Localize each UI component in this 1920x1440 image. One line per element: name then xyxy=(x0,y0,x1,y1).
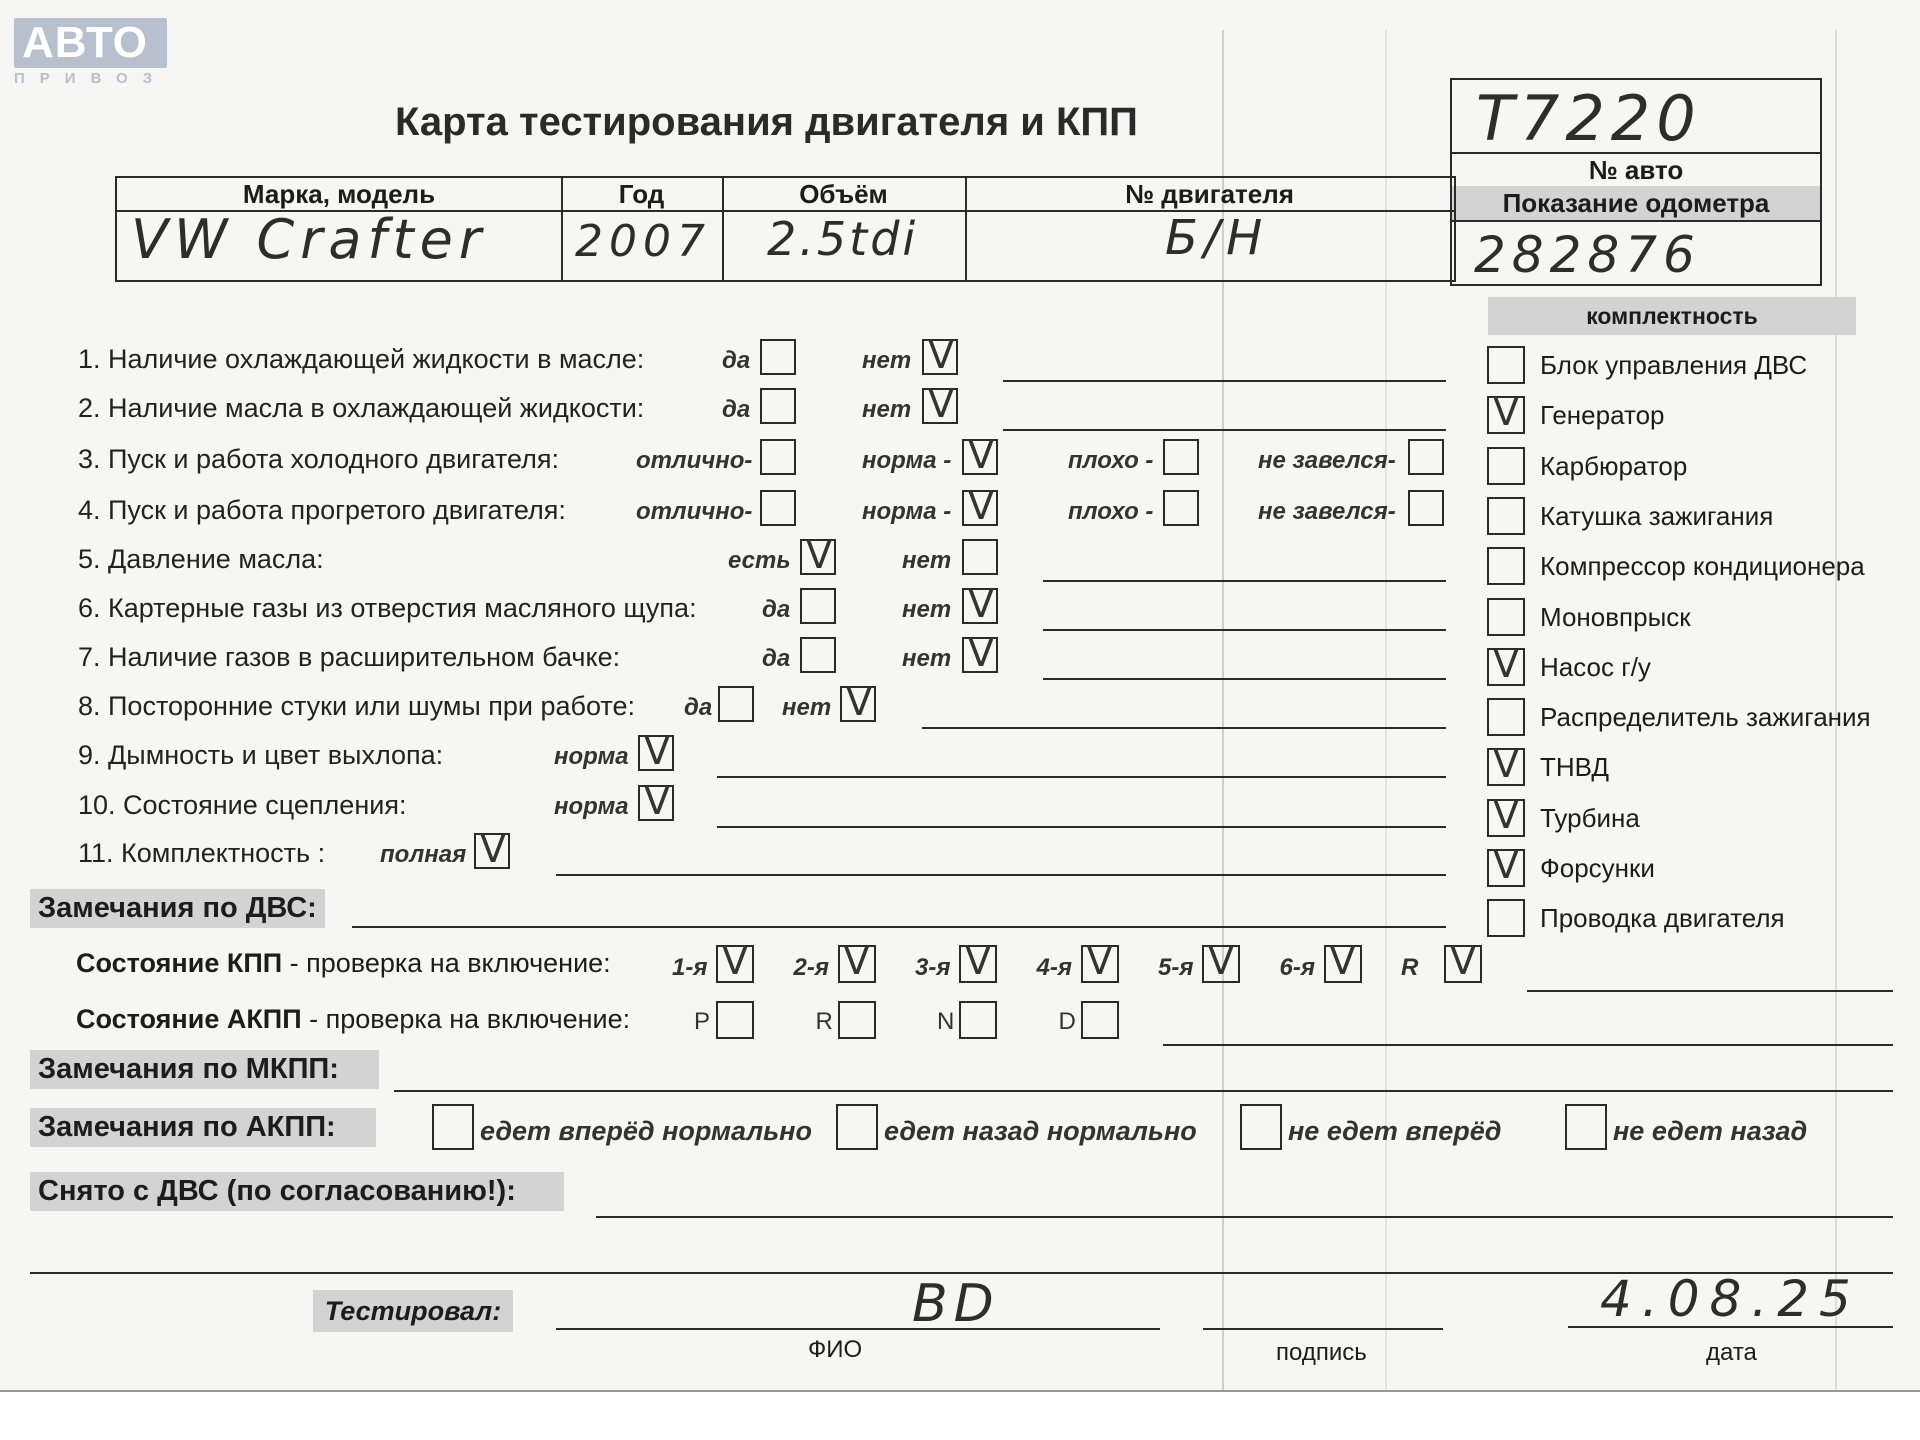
gear-checkbox[interactable] xyxy=(1081,939,1119,983)
option-label: нет xyxy=(902,547,952,574)
document-title: Карта тестирования двигателя и КПП xyxy=(395,100,1138,144)
komplekt-checkbox[interactable] xyxy=(1487,792,1525,837)
answer-line[interactable] xyxy=(717,826,1446,828)
option-label: нет xyxy=(862,396,912,423)
gear-label: 3-я xyxy=(915,954,951,981)
option-checkbox[interactable] xyxy=(760,339,796,375)
answer-line[interactable] xyxy=(556,874,1446,876)
komplekt-item-label: Насос г/у xyxy=(1540,651,1651,682)
option-label: плохо - xyxy=(1068,498,1154,525)
torn-edge xyxy=(0,1390,1920,1440)
gear-checkbox[interactable] xyxy=(1202,939,1240,983)
check-mark: V xyxy=(1450,939,1476,983)
remarks-akpp-label: Замечания по АКПП: xyxy=(30,1108,376,1147)
tested-date-value: 4.08.25 xyxy=(1600,1270,1861,1328)
komplekt-item-label: Катушка зажигания xyxy=(1540,500,1774,531)
check-mark: V xyxy=(644,729,670,773)
gear-label: 4-я xyxy=(1036,954,1072,981)
option-label: да xyxy=(762,645,791,672)
question-label: 2. Наличие масла в охлаждающей жидкости: xyxy=(78,393,645,423)
option-checkbox[interactable] xyxy=(1408,439,1444,475)
gear-label: D xyxy=(1058,1008,1076,1035)
check-mark: V xyxy=(843,939,870,983)
komplekt-item-label: Блок управления ДВС xyxy=(1540,350,1808,380)
komplekt-checkbox[interactable] xyxy=(1487,346,1525,384)
question-label: 6. Картерные газы из отверстия масляного щупа: xyxy=(78,593,697,623)
remarks-dvs-label: Замечания по ДВС: xyxy=(30,889,325,928)
gear-checkbox[interactable] xyxy=(838,939,876,983)
option-label: норма xyxy=(554,793,629,820)
option-label: да xyxy=(722,396,751,423)
value-year: 2007 xyxy=(575,216,711,267)
value-volume: 2.5tdi xyxy=(767,212,919,266)
komplekt-checkbox[interactable] xyxy=(1487,598,1525,636)
check-mark: V xyxy=(968,484,994,528)
option-checkbox[interactable] xyxy=(962,539,998,575)
akpp-remark-checkbox[interactable] xyxy=(836,1104,878,1150)
gear-label: N xyxy=(937,1008,955,1035)
komplekt-item-label: Форсунки xyxy=(1540,853,1655,883)
komplekt-checkbox[interactable] xyxy=(1487,497,1525,535)
removed-line[interactable] xyxy=(596,1216,1893,1218)
check-mark: V xyxy=(806,533,832,577)
komplekt-checkbox[interactable] xyxy=(1487,843,1525,887)
question-label: 9. Дымность и цвет выхлопа: xyxy=(78,740,444,770)
komplekt-checkbox[interactable] xyxy=(1487,641,1525,686)
gear-label: 6-я xyxy=(1279,954,1315,981)
check-mark: V xyxy=(928,333,954,377)
question-label: 1. Наличие охлаждающей жидкости в масле: xyxy=(78,344,645,374)
option-checkbox[interactable] xyxy=(760,388,796,424)
option-checkbox[interactable] xyxy=(474,827,510,871)
option-label: нет xyxy=(902,596,952,623)
date-line[interactable] xyxy=(1568,1326,1893,1328)
gear-checkbox[interactable] xyxy=(959,939,997,983)
check-mark: V xyxy=(722,939,748,983)
gear-label: P xyxy=(694,1008,711,1035)
gear-checkbox[interactable] xyxy=(1444,939,1482,983)
fio-line[interactable] xyxy=(556,1328,1160,1330)
answer-line[interactable] xyxy=(1043,629,1446,631)
check-mark: V xyxy=(1493,641,1519,686)
col-volume: Объём xyxy=(799,179,888,209)
komplekt-checkbox[interactable] xyxy=(1487,899,1525,937)
remarks-dvs-line[interactable] xyxy=(352,926,1446,928)
value-make-model: VW Crafter xyxy=(131,208,488,271)
akpp-remark-label: едет вперёд нормально xyxy=(480,1116,812,1146)
option-label: норма xyxy=(554,743,629,770)
odometer-label: Показание одометра xyxy=(1450,186,1822,220)
question-label: 10. Состояние сцепления: xyxy=(78,790,407,820)
option-checkbox[interactable] xyxy=(1163,490,1199,526)
option-checkbox[interactable] xyxy=(638,729,674,773)
remarks-mkpp-label: Замечания по МКПП: xyxy=(30,1050,379,1089)
option-checkbox[interactable] xyxy=(840,680,876,724)
akpp-line[interactable] xyxy=(1163,1044,1893,1046)
removed-label: Снято с ДВС (по согласованию!): xyxy=(30,1172,564,1211)
check-mark: V xyxy=(928,382,954,426)
question-label: 5. Давление масла: xyxy=(78,544,324,574)
gear-label: R xyxy=(1401,954,1419,981)
check-mark: V xyxy=(1493,742,1519,787)
option-label: отлично- xyxy=(636,498,753,525)
check-mark: V xyxy=(1493,390,1519,435)
check-mark: V xyxy=(1493,843,1519,887)
check-mark: V xyxy=(644,779,670,823)
option-checkbox[interactable] xyxy=(800,588,836,624)
option-label: не завелся- xyxy=(1258,447,1396,474)
tested-fio-value: BD xyxy=(912,1274,1000,1334)
check-mark: V xyxy=(968,433,994,477)
gear-label: R xyxy=(815,1008,833,1035)
question-label: 4. Пуск и работа прогретого двигателя: xyxy=(78,495,566,525)
komplekt-checkbox[interactable] xyxy=(1487,447,1525,485)
date-caption: дата xyxy=(1706,1339,1757,1366)
option-label: да xyxy=(762,596,791,623)
option-label: плохо - xyxy=(1068,447,1154,474)
logo-main: АВТО xyxy=(14,18,167,68)
option-label: нет xyxy=(782,694,832,721)
odometer-value: 282876 xyxy=(1474,226,1701,284)
komplekt-checkbox[interactable] xyxy=(1487,742,1525,787)
option-label: отлично- xyxy=(636,447,753,474)
gear-checkbox[interactable] xyxy=(716,939,754,983)
komplekt-checkbox[interactable] xyxy=(1487,390,1525,435)
komplekt-checkbox[interactable] xyxy=(1487,698,1525,736)
option-label: да xyxy=(722,347,751,374)
answer-line[interactable] xyxy=(1043,580,1446,582)
akpp-remark-checkbox[interactable] xyxy=(432,1104,474,1150)
check-mark: V xyxy=(480,827,506,871)
komplekt-item-label: Компрессор кондиционера xyxy=(1540,551,1865,582)
car-number-box xyxy=(1450,78,1822,154)
option-checkbox[interactable] xyxy=(1408,490,1444,526)
option-checkbox[interactable] xyxy=(760,490,796,526)
question-label: 8. Посторонние стуки или шумы при работе: xyxy=(78,691,636,721)
gear-checkbox[interactable] xyxy=(1324,939,1362,983)
akpp-remark-checkbox[interactable] xyxy=(1240,1104,1282,1150)
question-label: 3. Пуск и работа холодного двигателя: xyxy=(78,444,559,474)
komplekt-item-label: ТНВД xyxy=(1540,752,1610,783)
option-label: полная xyxy=(380,841,467,868)
check-mark: V xyxy=(968,582,994,626)
answer-line[interactable] xyxy=(1043,678,1446,680)
akpp-remark-label: не едет назад xyxy=(1613,1116,1808,1146)
akpp-remark-label: едет назад нормально xyxy=(884,1116,1197,1146)
komplekt-item-label: Моновпрыск xyxy=(1540,601,1691,632)
question-label: 7. Наличие газов в расширительном бачке: xyxy=(78,642,621,672)
komplekt-item-label: Проводка двигателя xyxy=(1540,903,1785,934)
gear-label: 5-я xyxy=(1158,954,1194,981)
option-checkbox[interactable] xyxy=(962,582,998,626)
option-checkbox[interactable] xyxy=(718,686,754,722)
akpp-remark-label: не едет вперёд xyxy=(1288,1116,1502,1146)
gear-label: 2-я xyxy=(793,954,829,981)
answer-line[interactable] xyxy=(1003,380,1446,382)
check-mark: V xyxy=(1086,939,1113,983)
option-checkbox[interactable] xyxy=(962,631,998,675)
option-label: не завелся- xyxy=(1258,498,1396,525)
value-engine-number: Б/Н xyxy=(1165,210,1269,266)
car-number-label: № авто xyxy=(1450,152,1822,186)
signature-line[interactable] xyxy=(1203,1328,1443,1330)
gear-checkbox[interactable] xyxy=(716,1001,754,1039)
komplekt-title: комплектность xyxy=(1488,297,1856,335)
check-mark: V xyxy=(846,680,872,724)
gear-checkbox[interactable] xyxy=(1081,1001,1119,1039)
check-mark: V xyxy=(965,939,991,983)
check-mark: V xyxy=(1493,792,1519,837)
komplekt-checkbox[interactable] xyxy=(1487,547,1525,585)
tested-label: Тестировал: xyxy=(313,1290,513,1332)
option-checkbox[interactable] xyxy=(800,637,836,673)
check-mark: V xyxy=(1208,939,1234,983)
option-label: есть xyxy=(728,547,791,574)
option-label: норма - xyxy=(862,447,952,474)
question-label: 11. Комплектность : xyxy=(78,838,326,868)
fio-caption: ФИО xyxy=(808,1336,863,1363)
option-checkbox[interactable] xyxy=(922,333,958,377)
kpp-line[interactable] xyxy=(1527,990,1893,992)
komplekt-item-label: Генератор xyxy=(1540,400,1665,431)
col-make-model: Марка, модель xyxy=(242,179,436,209)
gear-checkbox[interactable] xyxy=(959,1001,997,1039)
akpp-remark-checkbox[interactable] xyxy=(1565,1104,1607,1150)
answer-line[interactable] xyxy=(717,776,1446,778)
option-label: да xyxy=(684,694,713,721)
option-label: нет xyxy=(902,645,952,672)
option-checkbox[interactable] xyxy=(638,779,674,823)
answer-line[interactable] xyxy=(922,727,1446,729)
vehicle-info-table xyxy=(115,176,1456,282)
answer-line[interactable] xyxy=(1003,429,1446,431)
komplekt-item-label: Турбина xyxy=(1540,802,1640,833)
gear-label: 1-я xyxy=(672,954,708,981)
komplekt-item-label: Карбюратор xyxy=(1540,450,1688,481)
option-label: нет xyxy=(862,347,912,374)
option-checkbox[interactable] xyxy=(800,533,836,577)
car-number-value: T7220 xyxy=(1476,82,1702,155)
col-year: Год xyxy=(618,179,665,209)
option-checkbox[interactable] xyxy=(962,433,998,477)
option-checkbox[interactable] xyxy=(1163,439,1199,475)
komplekt-item-label: Распределитель зажигания xyxy=(1540,702,1871,733)
option-checkbox[interactable] xyxy=(962,484,998,528)
odometer-box xyxy=(1450,220,1822,286)
remarks-mkpp-line[interactable] xyxy=(394,1090,1893,1092)
signature-caption: подпись xyxy=(1276,1339,1367,1366)
option-label: норма - xyxy=(862,498,952,525)
check-mark: V xyxy=(968,631,994,675)
check-mark: V xyxy=(1329,939,1356,983)
option-checkbox[interactable] xyxy=(922,382,958,426)
option-checkbox[interactable] xyxy=(760,439,796,475)
akpp-label: Состояние АКПП - проверка на включение: xyxy=(76,1004,631,1034)
col-engine-number: № двигателя xyxy=(1125,179,1294,209)
kpp-label: Состояние КПП - проверка на включение: xyxy=(76,948,611,978)
logo-sub: ПРИВОЗ xyxy=(14,70,168,87)
logo xyxy=(14,18,167,87)
gear-checkbox[interactable] xyxy=(838,1001,876,1039)
